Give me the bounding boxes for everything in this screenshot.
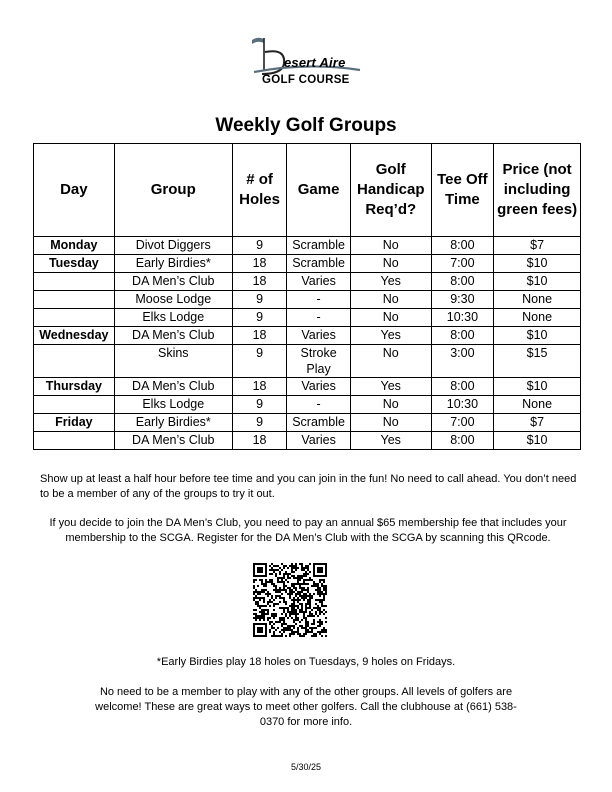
cell-handicap: Yes (350, 432, 431, 450)
cell-day (34, 396, 115, 414)
cell-game: Varies (287, 327, 351, 345)
cell-group: DA Men’s Club (114, 378, 232, 396)
cell-group: Early Birdies* (114, 255, 232, 273)
cell-group: Early Birdies* (114, 414, 232, 432)
cell-handicap: No (350, 345, 431, 378)
cell-price: $7 (494, 414, 581, 432)
cell-tee: 10:30 (431, 396, 494, 414)
document-date: 5/30/25 (290, 762, 322, 772)
header-game: Game (287, 144, 351, 237)
cell-tee: 9:30 (431, 291, 494, 309)
course-logo (248, 30, 366, 94)
header-group: Group (114, 144, 232, 237)
cell-game: Stroke Play (287, 345, 351, 378)
cell-tee: 10:30 (431, 309, 494, 327)
cell-price: None (494, 291, 581, 309)
cell-price: None (494, 309, 581, 327)
cell-handicap: No (350, 414, 431, 432)
cell-game: Scramble (287, 255, 351, 273)
early-birdies-note: *Early Birdies play 18 holes on Tuesdays, 9 holes on Fridays. (156, 656, 456, 668)
cell-holes: 18 (232, 432, 286, 450)
cell-holes: 9 (232, 291, 286, 309)
cell-price: $10 (494, 378, 581, 396)
cell-holes: 18 (232, 378, 286, 396)
cell-game: Varies (287, 432, 351, 450)
cell-group: Moose Lodge (114, 291, 232, 309)
table-row (34, 327, 581, 345)
cell-game: Varies (287, 273, 351, 291)
cell-tee: 8:00 (431, 237, 494, 255)
header-handicap: Golf Handicap Req’d? (350, 144, 431, 237)
cell-handicap: Yes (350, 327, 431, 345)
cell-group: DA Men’s Club (114, 327, 232, 345)
logo-text-desert-aire: esert Aire (284, 55, 346, 70)
header-day: Day (34, 144, 115, 237)
cell-day: Friday (34, 414, 115, 432)
table-row (34, 273, 581, 291)
header-holes: # of Holes (232, 144, 286, 237)
cell-day (34, 291, 115, 309)
table-row (34, 432, 581, 450)
cell-handicap: Yes (350, 273, 431, 291)
cell-holes: 18 (232, 255, 286, 273)
cell-handicap: No (350, 255, 431, 273)
cell-holes: 9 (232, 396, 286, 414)
cell-game: Scramble (287, 237, 351, 255)
cell-game: - (287, 396, 351, 414)
cell-tee: 8:00 (431, 378, 494, 396)
cell-day (34, 273, 115, 291)
join-info-text: Show up at least a half hour before tee time and you can join in the fun! No need to call ahead. You don’t need to be a member of any of the groups to try it out. (40, 473, 577, 500)
table-row (34, 237, 581, 255)
table-row (34, 345, 581, 378)
cell-group: DA Men’s Club (114, 273, 232, 291)
page-title: Weekly Golf Groups (215, 115, 397, 136)
cell-game: Scramble (287, 414, 351, 432)
cell-handicap: No (350, 237, 431, 255)
cell-handicap: Yes (350, 378, 431, 396)
cell-price: None (494, 396, 581, 414)
cell-group: Elks Lodge (114, 309, 232, 327)
table-row (34, 396, 581, 414)
cell-price: $10 (494, 255, 581, 273)
cell-price: $7 (494, 237, 581, 255)
mens-club-info-text: If you decide to join the DA Men’s Club, you need to pay an annual $65 membership fee that includes your membership to the SCGA. Register for the DA Men’s Club with the SCGA by scanning this QRcode. (49, 517, 567, 544)
table-row (34, 309, 581, 327)
qr-code-icon[interactable] (253, 563, 327, 637)
cell-day: Wednesday (34, 327, 115, 345)
cell-day (34, 309, 115, 327)
golf-groups-table (33, 143, 581, 450)
cell-price: $10 (494, 327, 581, 345)
cell-tee: 8:00 (431, 273, 494, 291)
cell-price: $10 (494, 273, 581, 291)
cell-day: Thursday (34, 378, 115, 396)
cell-handicap: No (350, 396, 431, 414)
cell-day (34, 345, 115, 378)
table-row (34, 378, 581, 396)
table-header-row (34, 144, 581, 237)
cell-holes: 18 (232, 273, 286, 291)
header-price: Price (not including green fees) (494, 144, 581, 237)
cell-game: Varies (287, 378, 351, 396)
cell-tee: 7:00 (431, 255, 494, 273)
cell-holes: 18 (232, 327, 286, 345)
cell-holes: 9 (232, 345, 286, 378)
cell-tee: 7:00 (431, 414, 494, 432)
table-row (34, 414, 581, 432)
cell-group: Skins (114, 345, 232, 378)
cell-group: Divot Diggers (114, 237, 232, 255)
cell-holes: 9 (232, 237, 286, 255)
cell-tee: 3:00 (431, 345, 494, 378)
logo-text-golf-course: GOLF COURSE (262, 74, 350, 86)
cell-group: Elks Lodge (114, 396, 232, 414)
cell-holes: 9 (232, 414, 286, 432)
cell-handicap: No (350, 309, 431, 327)
cell-tee: 8:00 (431, 432, 494, 450)
table-row (34, 255, 581, 273)
cell-day: Tuesday (34, 255, 115, 273)
cell-day: Monday (34, 237, 115, 255)
cell-price: $10 (494, 432, 581, 450)
cell-game: - (287, 309, 351, 327)
table-row (34, 291, 581, 309)
cell-day (34, 432, 115, 450)
cell-game: - (287, 291, 351, 309)
cell-price: $15 (494, 345, 581, 378)
cell-group: DA Men’s Club (114, 432, 232, 450)
header-tee-time: Tee Off Time (431, 144, 494, 237)
cell-tee: 8:00 (431, 327, 494, 345)
other-groups-info-text: No need to be a member to play with any of the other groups. All levels of golfers are welcome! These are great ways to meet other golfers. Call the clubhouse at (661) 538-0370 for more info. (95, 686, 517, 728)
cell-handicap: No (350, 291, 431, 309)
cell-holes: 9 (232, 309, 286, 327)
